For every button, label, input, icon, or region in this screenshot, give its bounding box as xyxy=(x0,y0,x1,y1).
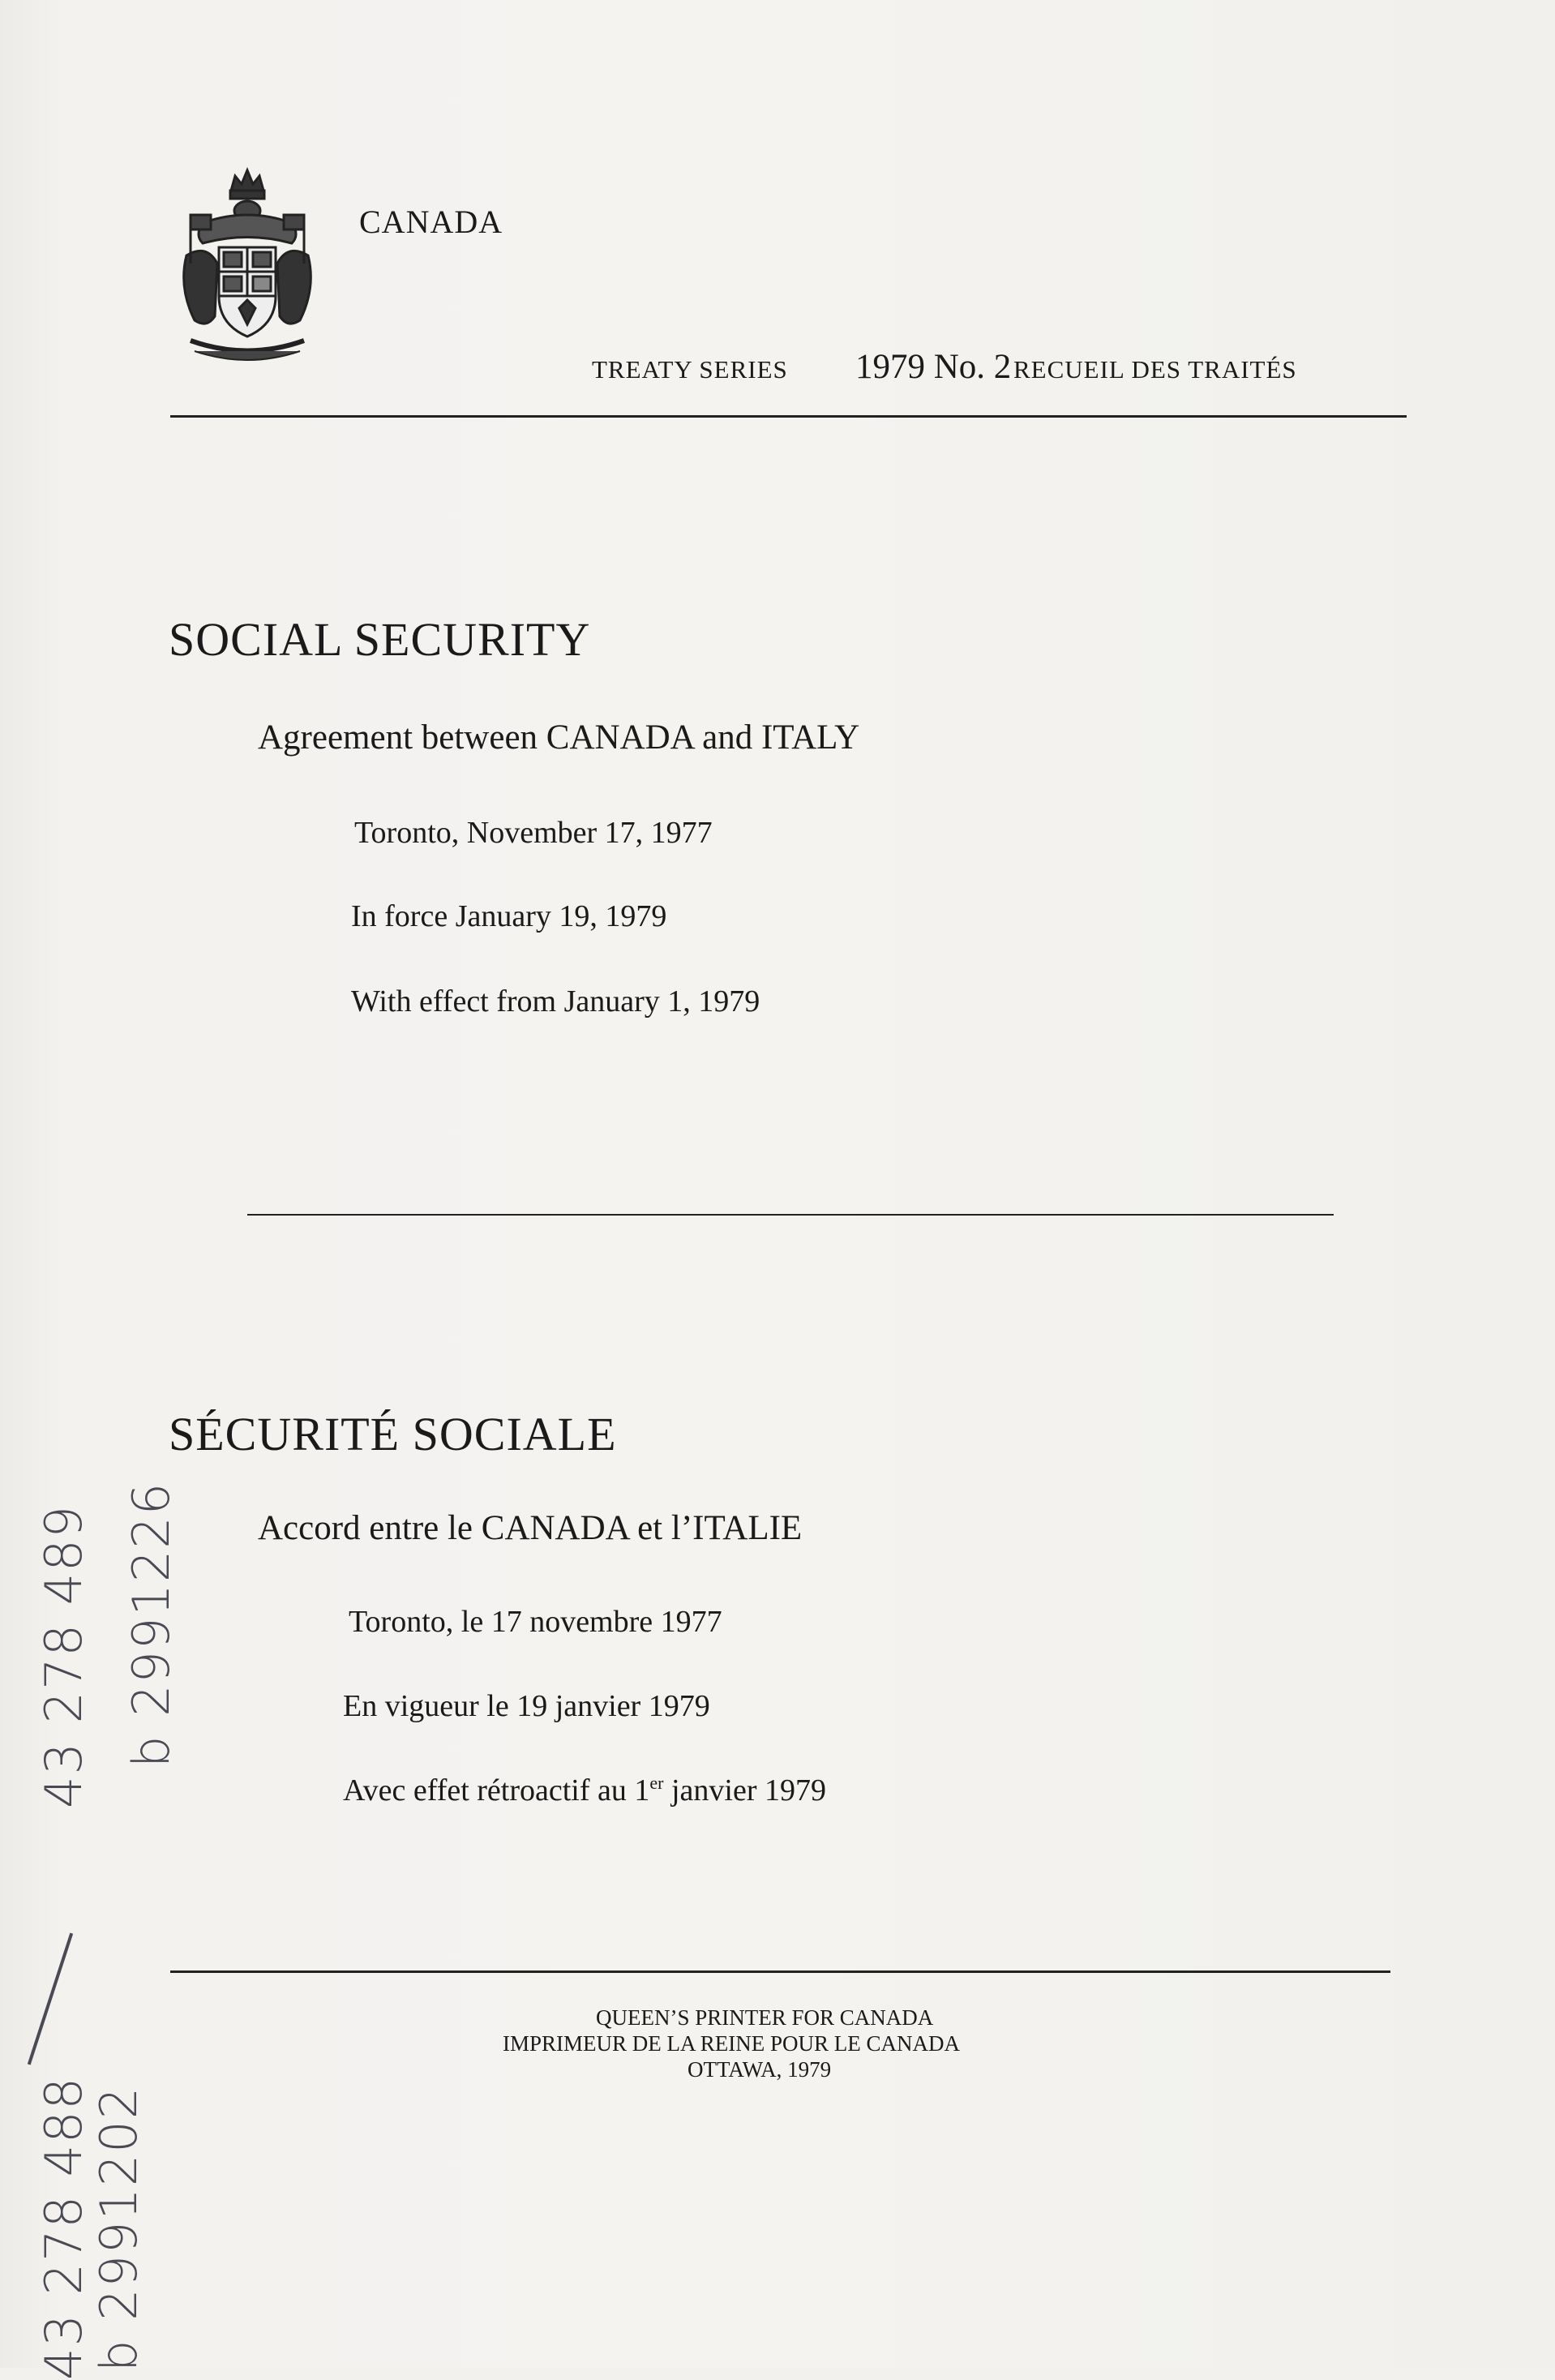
middle-rule xyxy=(247,1214,1334,1216)
english-title: SOCIAL SECURITY xyxy=(169,613,591,666)
treaty-series-label: TREATY SERIES xyxy=(592,355,788,384)
english-agreement: Agreement between CANADA and ITALY xyxy=(258,718,860,757)
coat-of-arms-icon xyxy=(170,166,324,361)
handwritten-number-2: b 2991202 xyxy=(89,2085,148,2372)
french-effect-date: Avec effet rétroactif au 1er janvier 1979 xyxy=(343,1773,826,1808)
english-effect-date: With effect from January 1, 1979 xyxy=(351,984,760,1018)
handwritten-number-1: 43 278 488 xyxy=(34,2076,93,2380)
treaty-series-number: 1979 No. 2 xyxy=(855,348,1012,386)
handwritten-number-3: 43 278 489 xyxy=(34,1504,93,1808)
handwritten-number-4: b 2991226 xyxy=(122,1481,181,1768)
footer-rule xyxy=(170,1970,1390,1973)
english-in-force: In force January 19, 1979 xyxy=(351,899,667,933)
english-place-date: Toronto, November 17, 1977 xyxy=(354,816,713,850)
handwritten-slash xyxy=(28,1933,73,2065)
printer-line-french: IMPRIMEUR DE LA REINE POUR LE CANADA xyxy=(503,2031,961,2056)
french-agreement: Accord entre le CANADA et l’ITALIE xyxy=(258,1509,803,1547)
country-heading: CANADA xyxy=(359,204,503,240)
french-title: SÉCURITÉ SOCIALE xyxy=(169,1408,617,1460)
printer-line-english: QUEEN’S PRINTER FOR CANADA xyxy=(596,2005,934,2030)
recueil-des-traites-label: RECUEIL DES TRAITÉS xyxy=(1013,355,1297,384)
french-place-date: Toronto, le 17 novembre 1977 xyxy=(349,1605,722,1639)
header-rule xyxy=(170,415,1407,418)
printer-city-year: OTTAWA, 1979 xyxy=(688,2057,832,2082)
french-in-force: En vigueur le 19 janvier 1979 xyxy=(343,1689,710,1723)
